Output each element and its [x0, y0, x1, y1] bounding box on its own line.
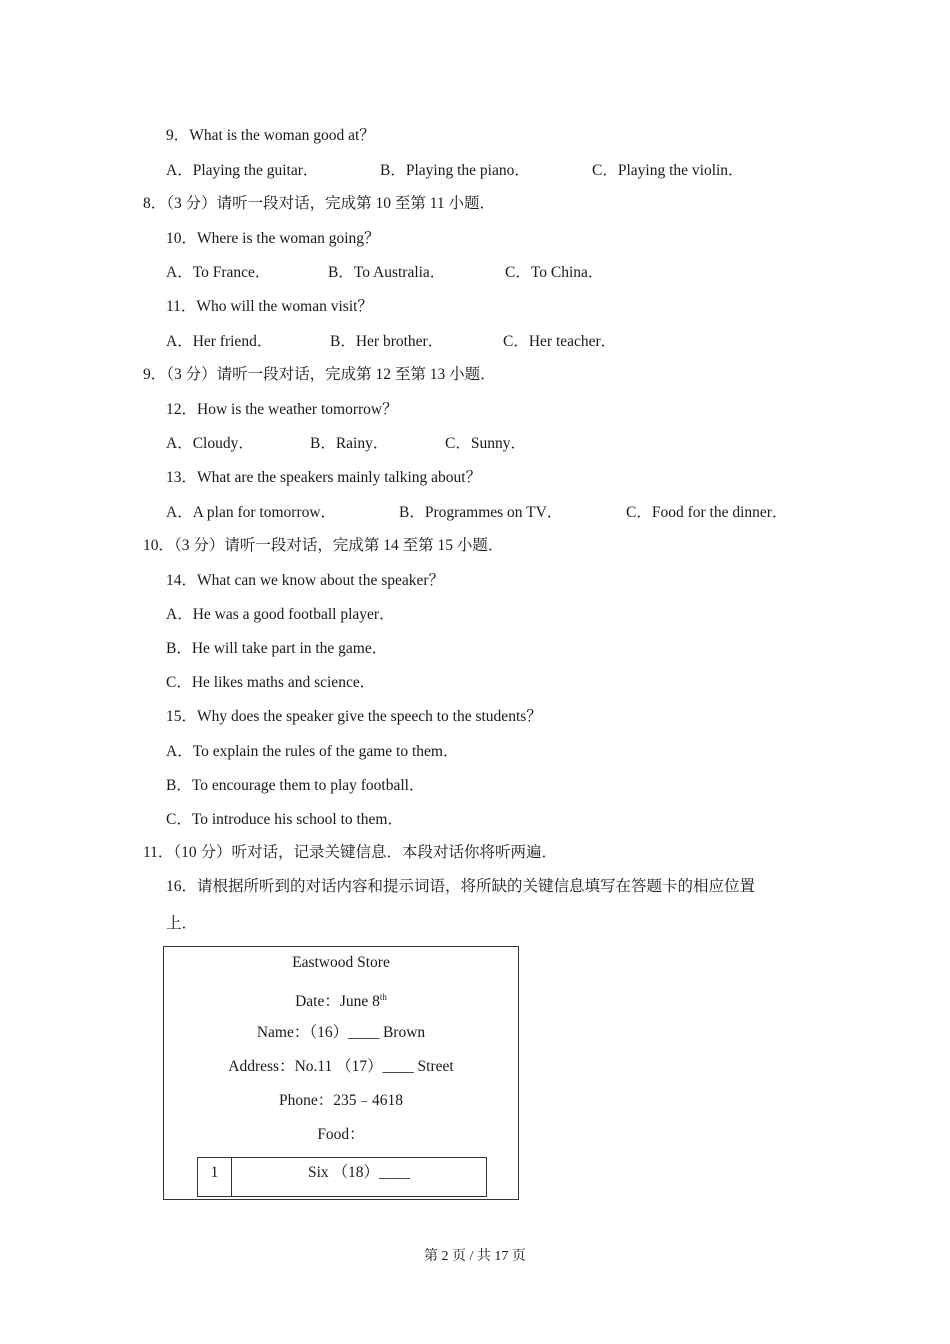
- q10-option-a: A．To France．: [166, 264, 271, 281]
- q11-question: 11．Who will the woman visit？: [166, 298, 373, 315]
- q9-option-c: C．Playing the violin．: [592, 162, 744, 179]
- q14-option-a: A．He was a good football player．: [166, 606, 395, 623]
- store-food-label: Food：: [317, 1126, 365, 1143]
- q13-option-c: C．Food for the dinner．: [626, 504, 788, 521]
- section-8-header: 8．（3 分）请听一段对话，完成第 10 至第 11 小题．: [143, 195, 496, 212]
- q13-option-a: A．A plan for tomorrow．: [166, 504, 337, 521]
- section-9-header: 9．（3 分）请听一段对话，完成第 12 至第 13 小题．: [143, 366, 496, 383]
- q16-instruction-line1: 16．请根据所听到的对话内容和提示词语，将所缺的关键信息填写在答题卡的相应位置: [166, 878, 756, 895]
- food-table-item: Six （18）____: [307, 1164, 411, 1181]
- food-table: [197, 1157, 487, 1197]
- q9-option-a: A．Playing the guitar．: [166, 162, 319, 179]
- q16-instruction-line2: 上．: [166, 915, 198, 932]
- store-date: [164, 987, 518, 1012]
- q14-question: 14．What can we know about the speaker？: [166, 572, 445, 589]
- q14-option-b: B．He will take part in the game．: [166, 640, 388, 657]
- q14-option-c: C．He likes maths and science．: [166, 674, 376, 691]
- q11-option-c: C．Her teacher．: [503, 333, 617, 350]
- section-10-header: 10．（3 分）请听一段对话，完成第 14 至第 15 小题．: [143, 537, 504, 554]
- section-11-header: 11．（10 分）听对话，记录关键信息．本段对话你将听两遍．: [143, 844, 558, 861]
- q9-option-b: B．Playing the piano．: [380, 162, 530, 179]
- store-date-superscript: th: [379, 992, 387, 1002]
- q12-question: 12．How is the weather tomorrow？: [166, 401, 398, 418]
- food-table-number: 1: [198, 1158, 232, 1196]
- q13-option-b: B．Programmes on TV．: [399, 504, 563, 521]
- q15-question: 15．Why does the speaker give the speech to the students？: [166, 708, 542, 725]
- store-name: Name：（16）____ Brown: [256, 1024, 426, 1041]
- store-title: Eastwood Store: [292, 954, 390, 971]
- q15-option-a: A．To explain the rules of the game to them．: [166, 743, 459, 760]
- q10-question: 10．Where is the woman going？: [166, 230, 380, 247]
- store-address: Address：No.11 （17）____ Street: [228, 1058, 454, 1075]
- q10-option-b: B．To Australia．: [328, 264, 446, 281]
- store-info-box: [163, 946, 519, 1200]
- q13-question: 13．What are the speakers mainly talking about？: [166, 469, 482, 486]
- q11-option-a: A．Her friend．: [166, 333, 273, 350]
- q12-option-c: C．Sunny．: [445, 435, 526, 452]
- q15-option-b: B．To encourage them to play football．: [166, 777, 425, 794]
- store-phone: Phone：235﹣4618: [278, 1092, 403, 1109]
- q10-option-c: C．To China．: [505, 264, 604, 281]
- q12-option-b: B．Rainy．: [310, 435, 389, 452]
- q11-option-b: B．Her brother．: [330, 333, 444, 350]
- store-date-text: Date：June 8: [295, 993, 380, 1011]
- q12-option-a: A．Cloudy．: [166, 435, 254, 452]
- page-footer: 第 2 页 / 共 17 页: [424, 1249, 526, 1264]
- q15-option-c: C．To introduce his school to them．: [166, 811, 403, 828]
- q9-question: 9．What is the woman good at？: [166, 127, 375, 144]
